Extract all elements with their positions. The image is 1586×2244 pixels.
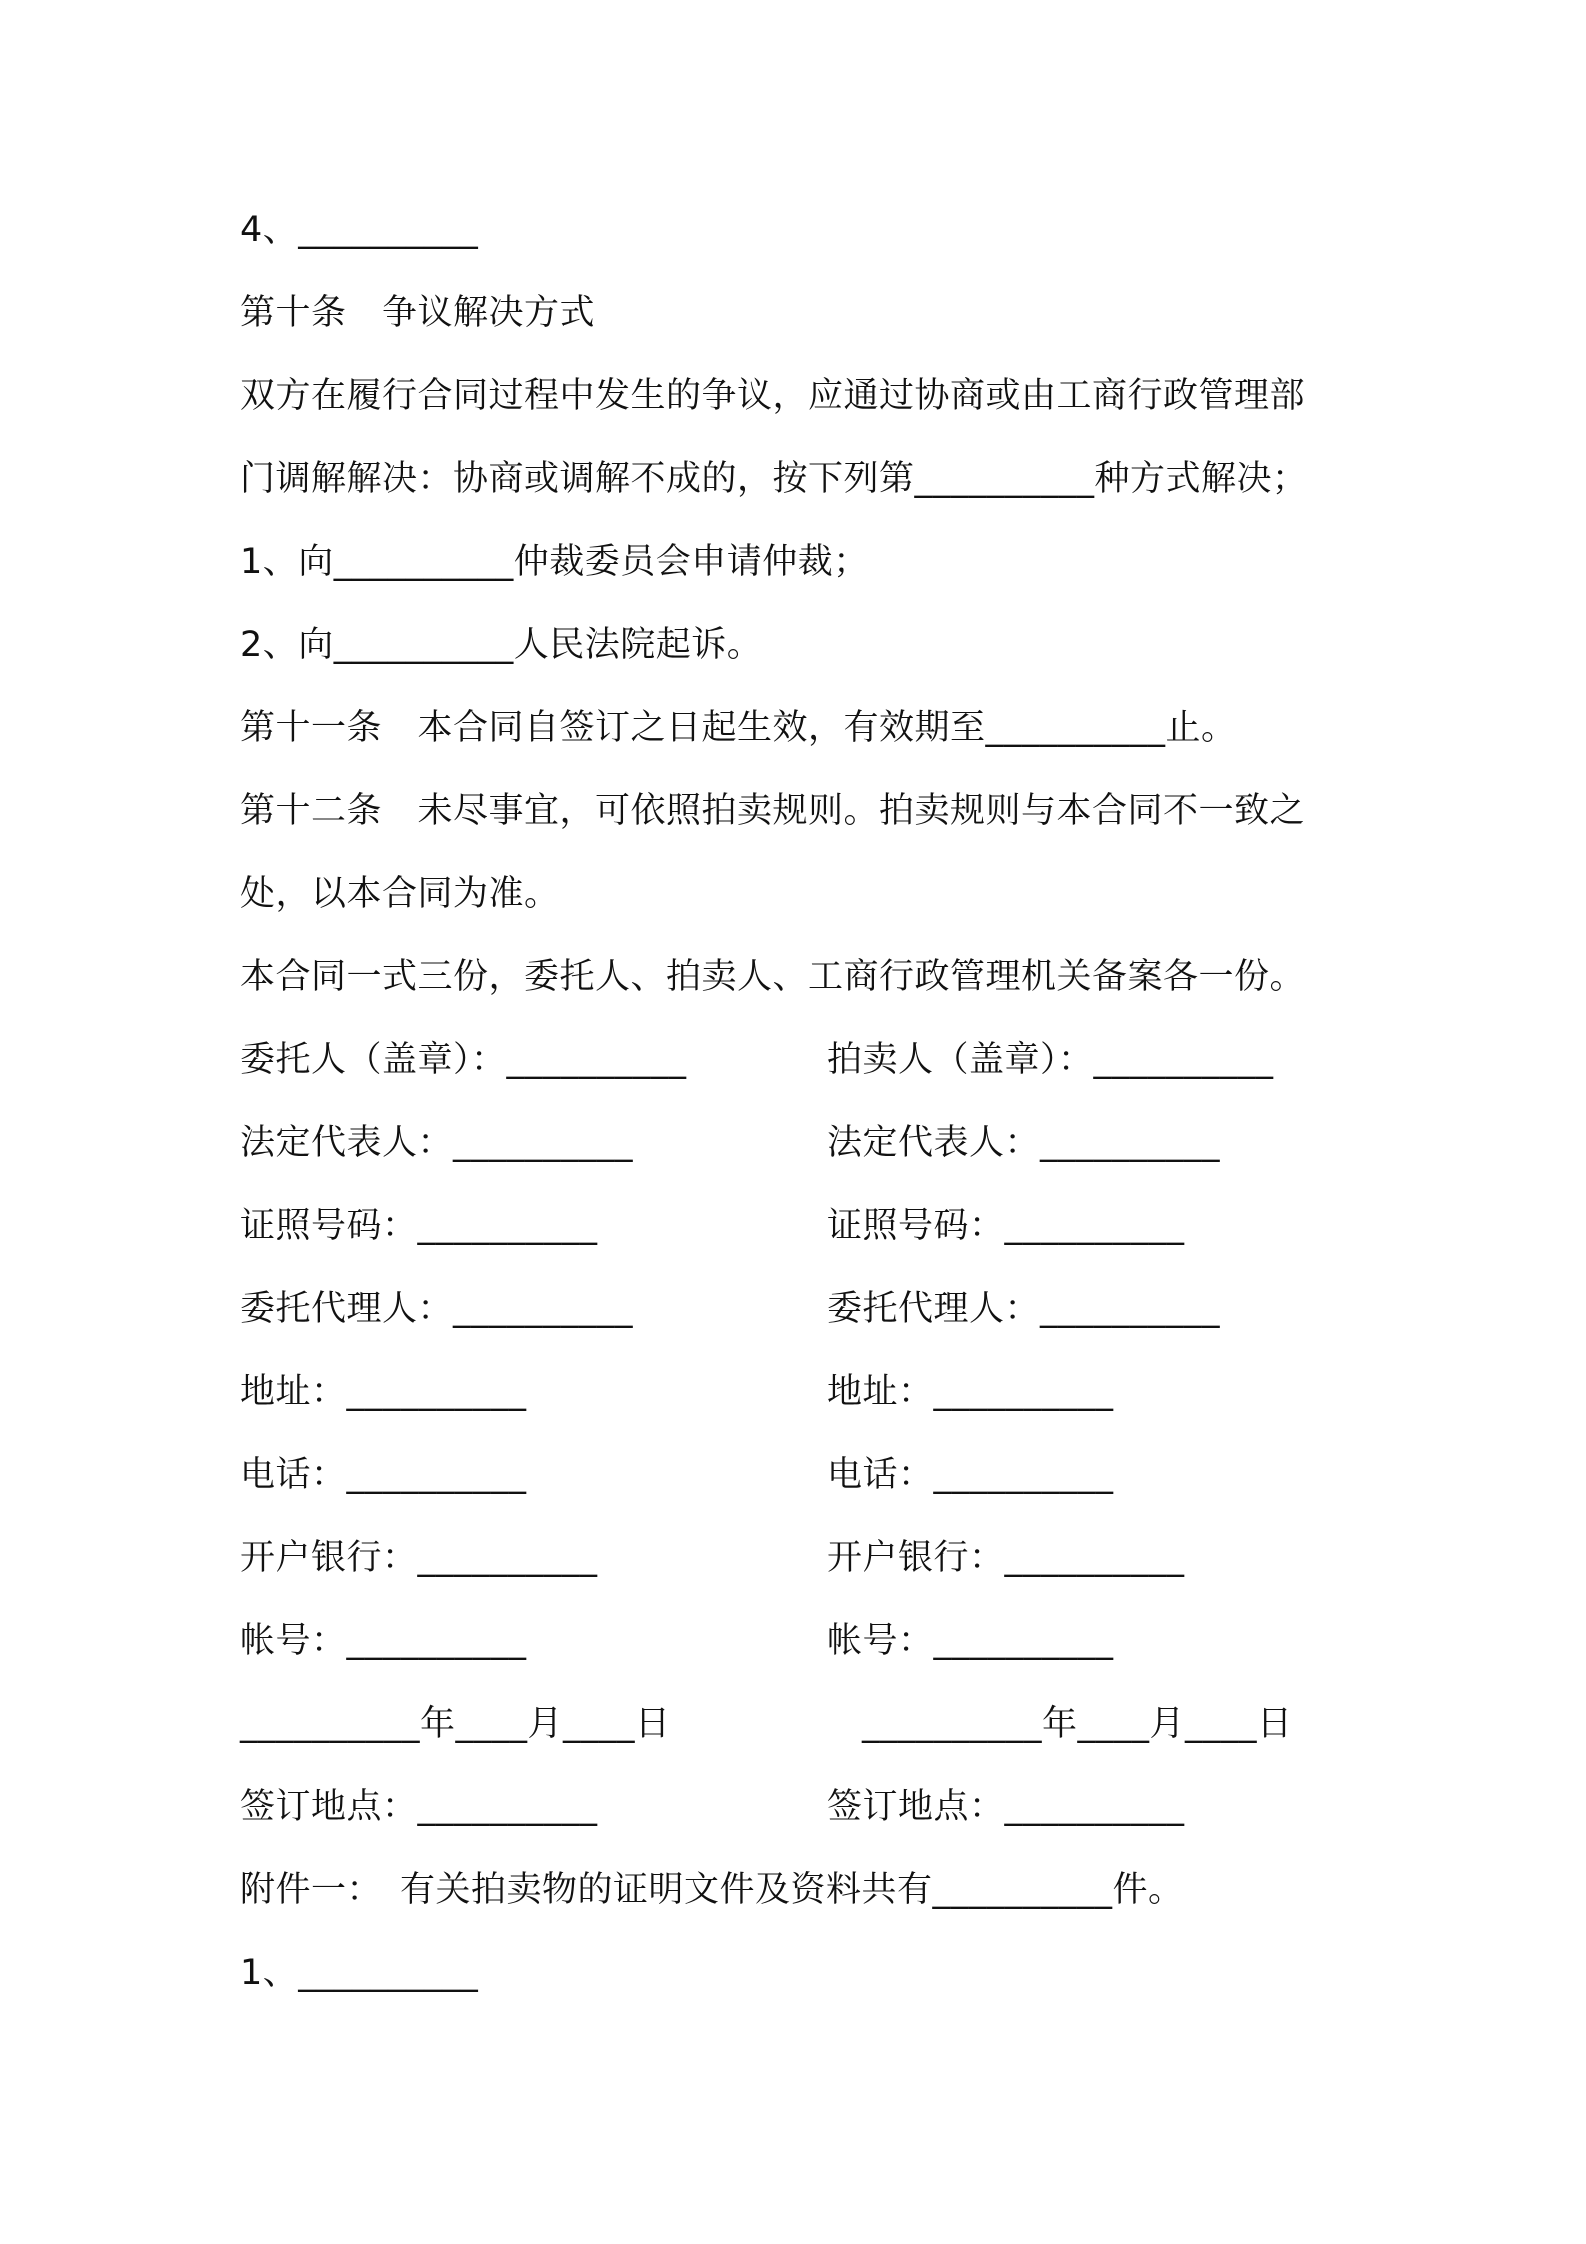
principal-address: 地址：__________	[240, 1372, 527, 1412]
item-4-blank: 4、__________	[240, 210, 479, 250]
auctioneer-seal: 拍卖人（盖章）：__________	[827, 1040, 1274, 1080]
copies-statement: 本合同一式三份，委托人、拍卖人、工商行政管理机关备案各一份。	[240, 957, 1306, 997]
article-10-text-line-1: 双方在履行合同过程中发生的争议，应通过协商或由工商行政管理部	[240, 376, 1306, 416]
auctioneer-license-no: 证照号码：__________	[827, 1206, 1185, 1246]
principal-legal-rep: 法定代表人：__________	[240, 1123, 634, 1163]
option-2-court: 2、向__________人民法院起诉。	[240, 625, 763, 665]
article-10-heading: 第十条 争议解决方式	[240, 293, 596, 333]
principal-date: __________年____月____日	[240, 1704, 671, 1744]
auctioneer-phone: 电话：__________	[827, 1455, 1114, 1495]
auctioneer-address: 地址：__________	[827, 1372, 1114, 1412]
article-12-line-2: 处，以本合同为准。	[240, 874, 560, 914]
principal-seal: 委托人（盖章）：__________	[240, 1040, 687, 1080]
article-11: 第十一条 本合同自签订之日起生效，有效期至__________止。	[240, 708, 1237, 748]
auctioneer-bank: 开户银行：__________	[827, 1538, 1185, 1578]
auctioneer-agent: 委托代理人：__________	[827, 1289, 1221, 1329]
principal-agent: 委托代理人：__________	[240, 1289, 634, 1329]
principal-account: 帐号：__________	[240, 1621, 527, 1661]
article-12-line-1: 第十二条 未尽事宜，可依照拍卖规则。拍卖规则与本合同不一致之	[240, 791, 1306, 831]
attachment-1: 附件一： 有关拍卖物的证明文件及资料共有__________件。	[240, 1870, 1184, 1910]
principal-bank: 开户银行：__________	[240, 1538, 598, 1578]
article-10-text-line-2: 门调解解决：协商或调解不成的，按下列第__________种方式解决；	[240, 459, 1308, 499]
option-1-arbitration: 1、向__________仲裁委员会申请仲裁；	[240, 542, 869, 582]
principal-signing-place: 签订地点：__________	[240, 1787, 598, 1827]
auctioneer-legal-rep: 法定代表人：__________	[827, 1123, 1221, 1163]
attachment-item-1: 1、__________	[240, 1953, 479, 1993]
auctioneer-account: 帐号：__________	[827, 1621, 1114, 1661]
auctioneer-signing-place: 签订地点：__________	[827, 1787, 1185, 1827]
principal-license-no: 证照号码：__________	[240, 1206, 598, 1246]
principal-phone: 电话：__________	[240, 1455, 527, 1495]
auctioneer-date: __________年____月____日	[862, 1704, 1293, 1744]
